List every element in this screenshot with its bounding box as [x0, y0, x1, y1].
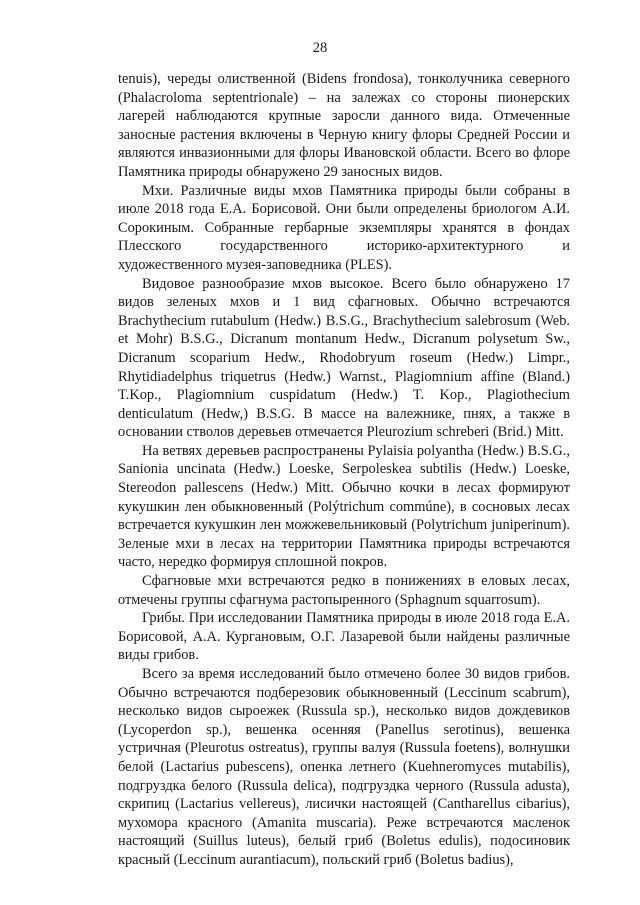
paragraph-invasive-plants: tenuis), череды олиственной (Bidens frondosa), тонколучника северного (Phalacroloma septentrionale) – на залежах со стороны пионерских лагерей наблюдаются крупные заросли данного вида. Отмеченные заносные растения включены в Черную книгу флоры Средней России и являются инвазионными для флоры Ивановской области. Всего во флоре Памятника природы обнаружено 29 заносных видов.: [118, 71, 570, 180]
paragraph-mosses-collection: Мхи. Различные виды мхов Памятника природы были собраны в июле 2018 года Е.А. Борисовой. Они были определены бриологом А.И. Сорокиным. Собранные гербарные экземпляры хранятся в фондах Плесского государственного историко-архитектурного и художественного музея-заповедника (PLES).: [118, 182, 570, 273]
paragraph-moss-diversity: Видовое разнообразие мхов высокое. Всего было обнаружено 17 видов зеленых мхов и 1 вид сфагновых. Обычно встречаются Brachythecium rutabulum (Hedw.) B.S.G., Brachythecium salebrosum (Web. et Mohr) B.S.G., Dicranum montanum Hedw., Dicranum polysetum Sw., Dicranum scoparium Hedw., Rhodobryum roseum (Hedw.) Limpr., Rhytidiadelphus triquetrus (Hedw.) Warnst., Plagiomnium affine (Bland.) T.Kop., Plagiomnium cuspidatum (Hedw.) T. Kop., Plagiothecium denticulatum (Hedw,) B.S.G. В массе на валежнике, пнях, а также в основании стволов деревьев отмечается Pleurozium schreberi (Brid.) Mitt.: [118, 275, 570, 441]
page-number: 28: [312, 40, 328, 56]
paragraph-epiphytic-mosses: На ветвях деревьев распространены Pylaisia polyantha (Hedw.) B.S.G., Sanionia uncinata (Hedw.) Loeske, Serpoleskea subtilis (Hedw.) Loeske, Stereodon pallescens (Hedw.) Mitt. Обычно кочки в лесах формируют кукушкин лен обыкновенный (Polýtrichum commúne), в сосновых лесах встречается кукушкин лен можжевельниковый (Polytrichum juniperinum). Зеленые мхи в лесах на территории Памятника природы встречаются часто, нередко формируя сплошной покров.: [118, 442, 570, 571]
paragraph-fungi-intro: Грибы. При исследовании Памятника природы в июле 2018 года Е.А. Борисовой, А.А. Кургановым, О.Г. Лазаревой были найдены различные виды грибов.: [118, 610, 570, 664]
paragraph-sphagnum: Сфагновые мхи встречаются редко в понижениях в еловых лесах, отмечены группы сфагнума растопыренного (Sphagnum squarrosum).: [118, 573, 570, 608]
paragraph-fungi-species: Всего за время исследований было отмечено более 30 видов грибов. Обычно встречаются подберезовик обыкновенный (Leccinum scabrum), несколько видов сыроежек (Russula sp.), несколько видов дождевиков (Lycoperdon sp.), вешенка осенняя (Panellus serotinus), вешенка устричная (Pleurotus ostreatus), группы валуя (Russula foetens), волнушки белой (Lactarius pubescens), опенка летнего (Kuehneromyces mutabilis), подгруздка белого (Russula delica), подгруздка черного (Russula adusta), скрипиц (Lactarius vellereus), лисички настоящей (Cantharellus cibarius), мухомора красного (Amanita muscaria). Реже встречаются масленок настоящий (Suillus luteus), белый гриб (Boletus edulis), подосиновик красный (Leccinum aurantiacum), польский гриб (Boletus badius),: [118, 666, 570, 868]
text-body: [118, 70, 570, 870]
